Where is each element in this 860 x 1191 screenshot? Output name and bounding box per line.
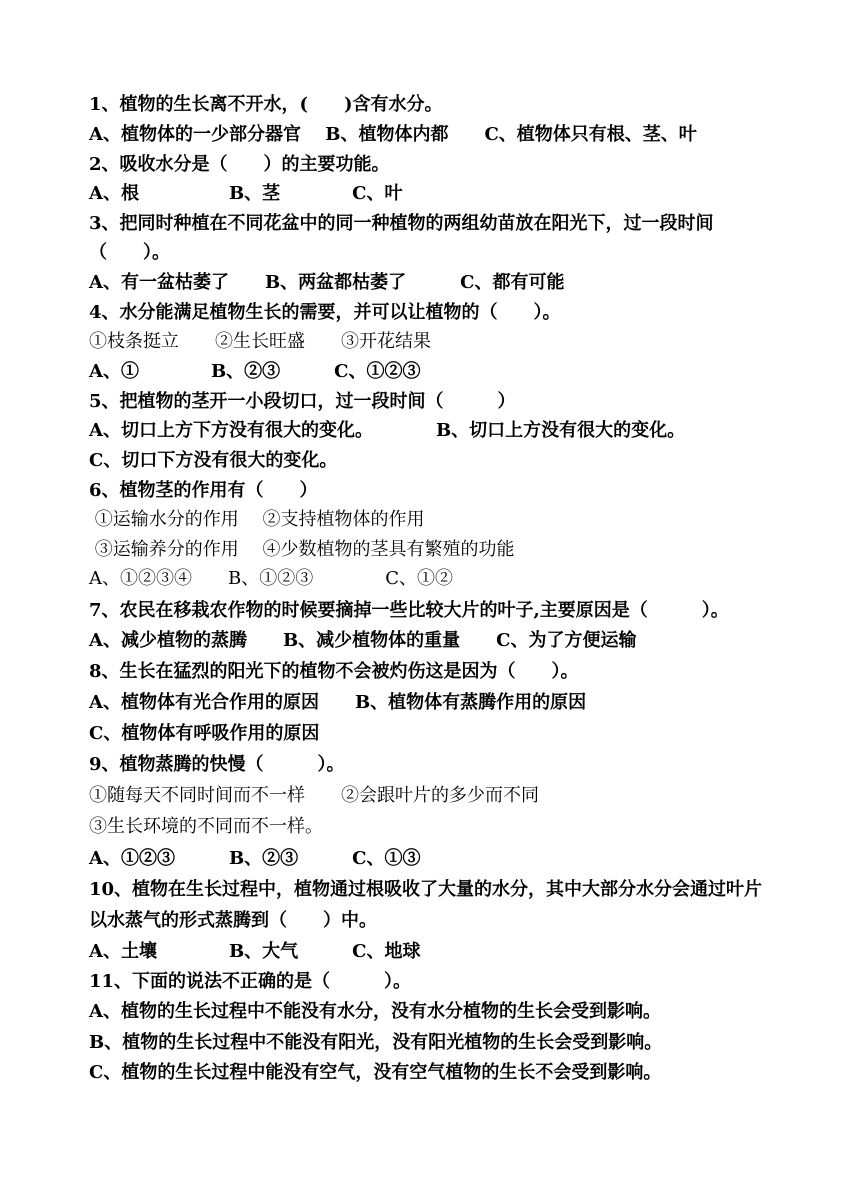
question-3-options: A、有一盆枯萎了 B、两盆都枯萎了 C、都有可能 [89,272,565,293]
question-10: 10、植物在生长过程中，植物通过根吸收了大量的水分，其中大部分水分会通过叶片 [89,879,763,900]
question-8: 8、生长在猛烈的阳光下的植物不会被灼伤这是因为（ ）。 [89,661,579,682]
question-6-options: A、①②③④ B、①②③ C、①② [89,568,453,589]
question-5-option-c: C、切口下方没有很大的变化。 [89,450,338,471]
question-11-option-c: C、植物的生长过程中能没有空气，没有空气植物的生长不会受到影响。 [89,1062,662,1083]
question-4-options: A、① B、②③ C、①②③ [89,361,421,382]
question-5-options-ab: A、切口上方下方没有很大的变化。 B、切口上方没有很大的变化。 [89,420,686,441]
question-11-option-b: B、植物的生长过程中不能没有阳光，没有阳光植物的生长会受到影响。 [89,1032,663,1053]
question-6-items-1: ①运输水分的作用 ②支持植物体的作用 [89,509,425,530]
question-2: 2、吸收水分是（ ）的主要功能。 [89,154,390,175]
question-6-items-2: ③运输养分的作用 ④少数植物的茎具有繁殖的功能 [89,539,515,560]
question-4: 4、水分能满足植物生长的需要，并可以让植物的（ ）。 [89,302,561,323]
question-2-options: A、根 B、茎 C、叶 [89,183,403,204]
question-5: 5、把植物的茎开一小段切口，过一段时间（ ） [89,391,516,412]
question-4-items: ①枝条挺立 ②生长旺盛 ③开花结果 [89,331,431,352]
question-1: 1、植物的生长离不开水，( )含有水分。 [89,94,443,115]
question-1-options: A、植物体的一少部分器官 B、植物体内都 C、植物体只有根、茎、叶 [89,124,697,145]
question-6: 6、植物茎的作用有（ ） [89,480,318,501]
question-9-items-1: ①随每天不同时间而不一样 ②会跟叶片的多少而不同 [89,785,539,806]
question-11: 11、下面的说法不正确的是（ ）。 [89,971,412,992]
question-9-options: A、①②③ B、②③ C、①③ [89,848,421,869]
question-9-items-2: ③生长环境的不同而不一样。 [89,816,323,837]
question-8-options-ab: A、植物体有光合作用的原因 B、植物体有蒸腾作用的原因 [89,692,587,713]
question-11-option-a: A、植物的生长过程中不能没有水分，没有水分植物的生长会受到影响。 [89,1001,661,1022]
question-3: 3、把同时种植在不同花盆中的同一种植物的两组幼苗放在阳光下，过一段时间 [89,213,714,234]
question-8-option-c: C、植物体有呼吸作用的原因 [89,723,320,744]
question-10-options: A、土壤 B、大气 C、地球 [89,941,421,962]
question-10-continued: 以水蒸气的形式蒸腾到（ ）中。 [89,910,377,931]
question-7-options: A、减少植物的蒸腾 B、减少植物体的重量 C、为了方便运输 [89,630,637,651]
question-3-continued: （ ）。 [89,242,170,263]
question-7: 7、农民在移栽农作物的时候要摘掉一些比较大片的叶子,主要原因是（ ）。 [89,600,729,621]
question-9: 9、植物蒸腾的快慢（ ）。 [89,754,345,775]
